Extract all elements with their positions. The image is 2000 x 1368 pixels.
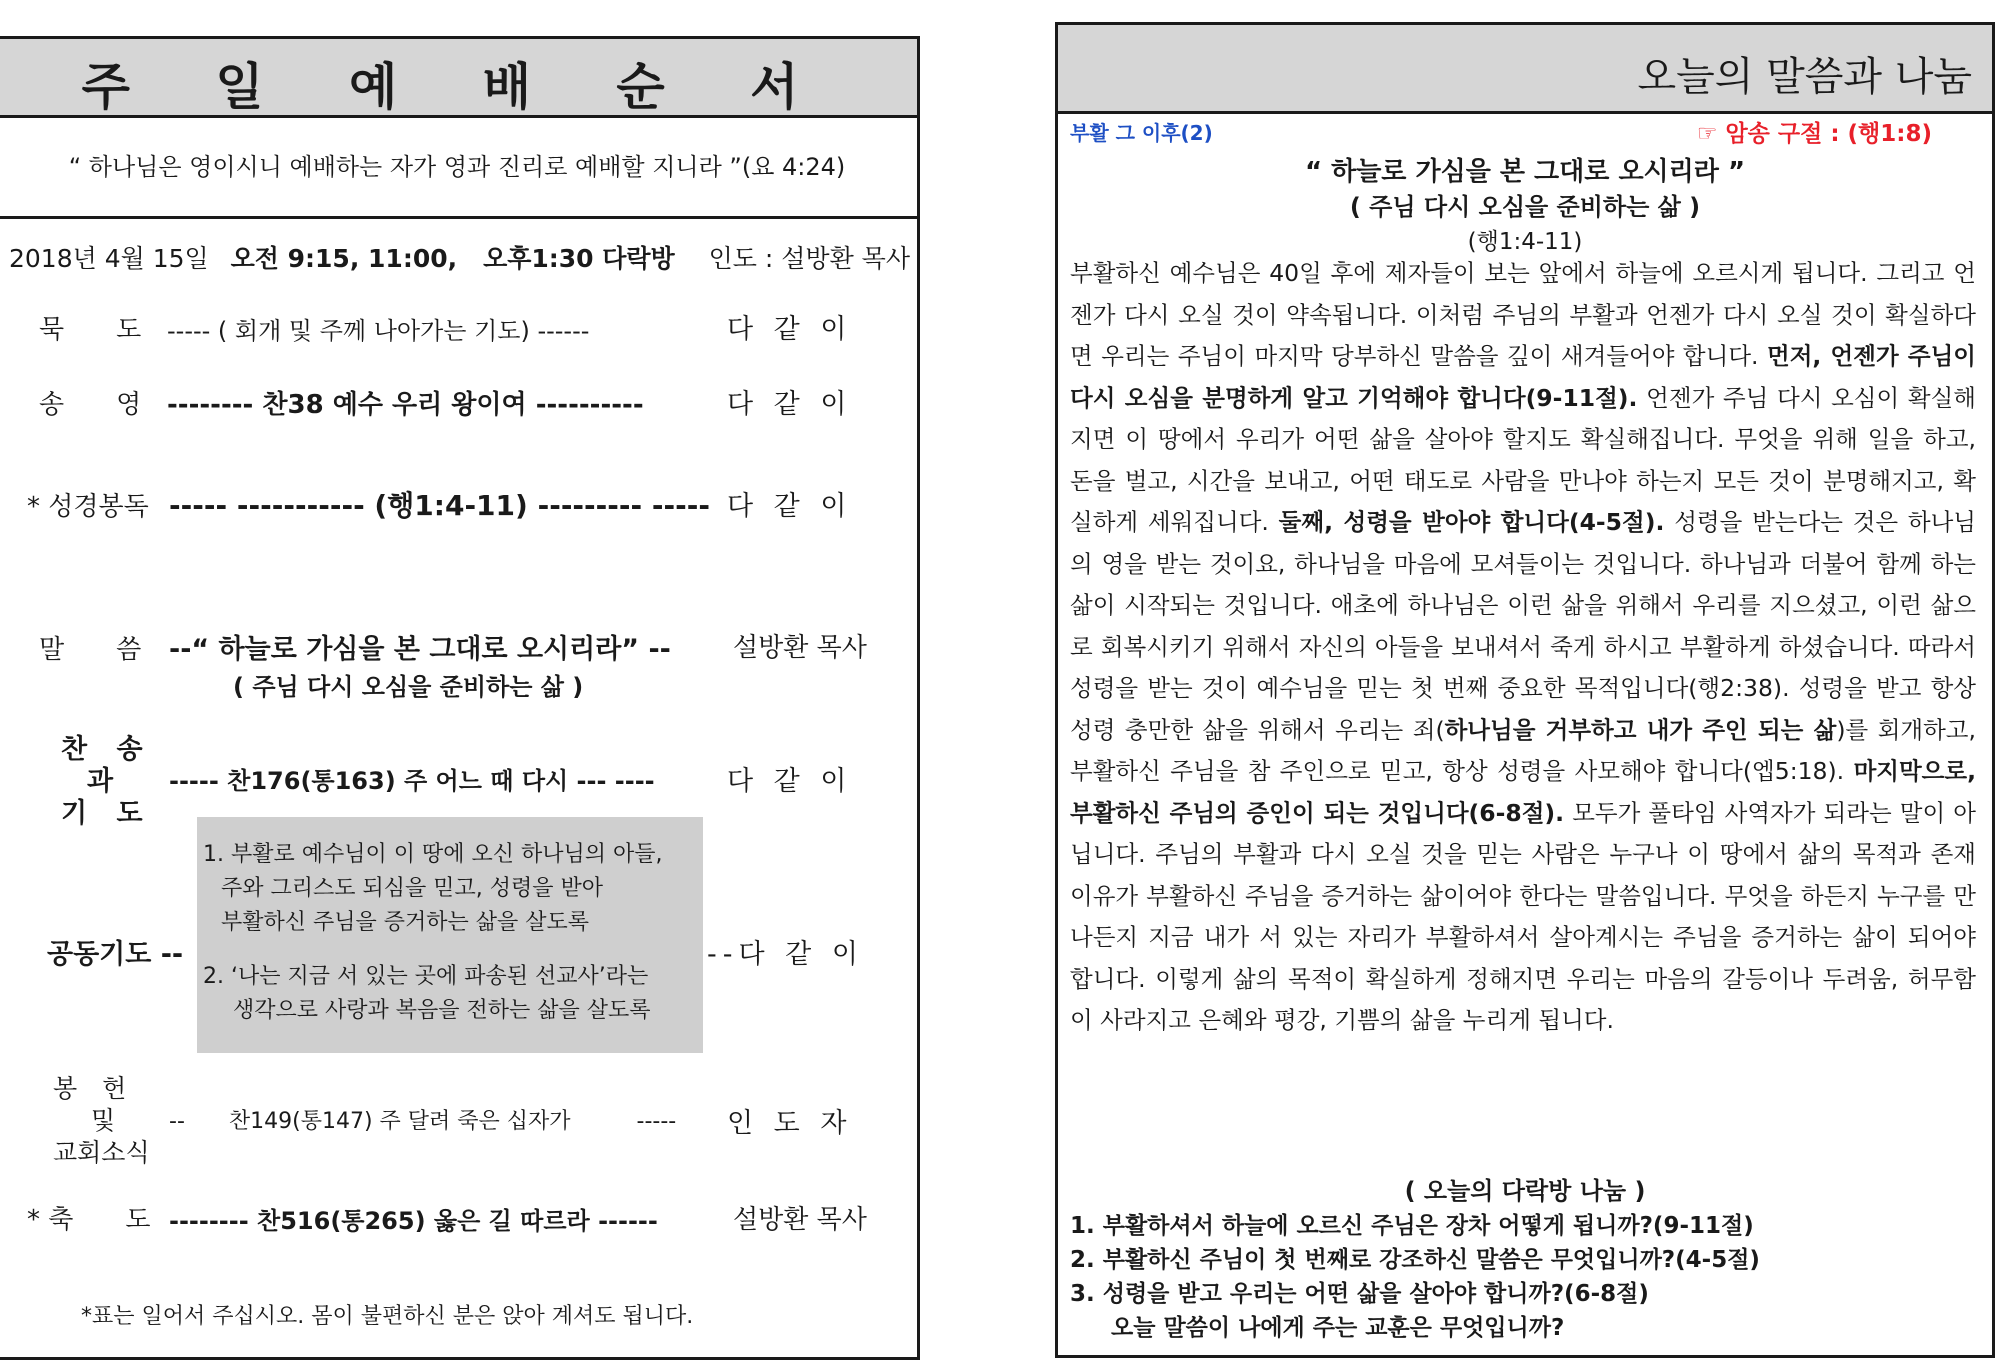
scripture-reference: (행1:4-11) [1467, 229, 1583, 255]
service-afternoon: 오후1:30 다락방 [483, 244, 675, 273]
order-content-offering: -- 찬149(통147) 주 달려 죽은 십자가 ----- [169, 1109, 677, 1134]
order-who-silent-prayer: 다 같 이 [727, 314, 853, 345]
body-point-3: 마지막으로, 부활하신 주님의 증인이 되는 것입니다(6-8절). [1070, 757, 1976, 827]
order-label-hymn-3: 기 도 [61, 798, 153, 829]
sermon-subtitle: ( 주님 다시 오심을 준비하는 삶 ) [1349, 193, 1701, 221]
order-label-scripture: * 성경봉독 [27, 492, 149, 522]
order-label-offering-3: 교회소식 [53, 1138, 150, 1167]
joint-prayer-box [197, 817, 703, 1053]
sharing-banner [1058, 25, 1992, 114]
prayer-line-1: 1. 부활로 예수님이 이 땅에 오신 하나님의 아들, [203, 842, 663, 867]
body-point-1: 먼저, 언젠가 주님이 다시 오심을 분명하게 알고 기억해야 합니다(9-11절). [1070, 342, 1976, 412]
order-label-doxology: 송 영 [39, 390, 142, 420]
order-sermon-subtitle: ( 주님 다시 오심을 준비하는 삶 ) [233, 673, 584, 701]
body-emphasis: 하나님을 거부하고 내가 주인 되는 삶 [1444, 715, 1837, 744]
body-text-3: 성령을 받는다는 것은 하나님의 영을 받는 것이요, 하나님을 마음에 모셔들이는 것입니다. 하나님과 더불어 함께 하는 삶이 시작되는 것입니다. 애초에 하나님은 이런 삶을 위해서 우리를 지으셨고, 이런 삶으로 회복시키기 위해서 자신의 아들을 보내셔서 죽게 하시고 부활하게 하셨습니다. 따라서 성령을 받는 것이 예수님을 믿는 첫 번째 중요한 목적입니다(행2:38). 성령을 받고 항상 성령 충만한 삶을 위해서 우리는 죄( [1070, 508, 1976, 744]
sharing-section-title: ( 오늘의 다락방 나눔 ) [1404, 1177, 1646, 1205]
prayer-line-3: 부활하신 주님을 증거하는 삶을 살도록 [221, 910, 590, 935]
service-info [9, 239, 910, 275]
question-2: 2. 부활하신 주님이 첫 번째로 강조하신 말씀은 무엇입니까?(4-5절) [1070, 1247, 1760, 1273]
order-label-hymn-1: 찬 송 [61, 734, 153, 765]
order-sermon-who: 설방환 목사 [733, 633, 867, 663]
order-who-joint-prayer: --다 같 이 [707, 939, 864, 970]
body-text-5: 모두가 풀타임 사역자가 되라는 말이 아닙니다. 주님의 부활과 다시 오실 것을 믿는 사람은 누구나 이 땅에서 삶의 목적과 존재 이유가 부활하신 주님을 증거하는 삶이어야 한다는 말씀입니다. 무엇을 하든지 누구를 만나든지 지금 내가 서 있는 자리가 부활하셔서 살아계시는 주님을 증거하는 삶이 되어야 합니다. 이렇게 삶의 목적이 확실하게 정해지면 우리는 마음의 갈등이나 두려움, 허무함이 사라지고 은혜와 평강, 기쁨의 삶을 누리게 됩니다. [1070, 798, 1976, 1034]
service-leader: 인도 : 설방환 목사 [708, 244, 910, 273]
body-point-2: 둘째, 성령을 받아야 합니다(4-5절). [1278, 508, 1665, 536]
service-times: 오전 9:15, 11:00, [230, 244, 458, 273]
sharing-title: 오늘의 말씀과 나눔 [1637, 54, 1972, 100]
order-label-sermon: 말 씀 [39, 635, 142, 665]
order-content-silent-prayer: ----- ( 회개 및 주께 나아가는 기도) ------ [167, 317, 590, 345]
footnote: *표는 일어서 주십시오. 몸이 불편하신 분은 앉아 계셔도 됩니다. [81, 1304, 694, 1329]
order-content-hymn: ----- 찬176(통163) 주 어느 때 다시 --- ---- [169, 767, 655, 795]
order-label-offering-2: 및 [91, 1106, 116, 1135]
service-date: 2018년 4월 15일 [9, 244, 209, 273]
body-text-2: 언젠가 주님 다시 오심이 확실해지면 이 땅에서 우리가 어떤 삶을 살아야 할지도 확실해집니다. 무엇을 위해 일을 하고, 돈을 벌고, 시간을 보내고, 어떤 태도로 사람을 만나야 하는지 모든 것이 분명해지고, 확실하게 세워집니다. [1070, 383, 1976, 536]
order-content-doxology: -------- 찬38 예수 우리 왕이여 ---------- [167, 390, 644, 420]
question-3: 3. 성령을 받고 우리는 어떤 삶을 살아야 합니까?(6-8절) [1070, 1281, 1649, 1307]
sermon-title: “ 하늘로 가심을 본 그대로 오시리라 ” [1304, 157, 1746, 187]
memory-verse: ☞ 암송 구절 : (행1:8) [1696, 121, 1932, 147]
order-sermon-title: --“ 하늘로 가심을 본 그대로 오시리라” -- [169, 634, 671, 665]
order-who-hymn: 다 같 이 [727, 766, 853, 797]
theme-verse: “ 하나님은 영이시니 예배하는 자가 영과 진리로 예배할 지니라 ”(요 4:24) [0, 118, 917, 219]
order-who-offering: 인 도 자 [727, 1108, 853, 1139]
order-who-scripture: 다 같 이 [727, 491, 853, 522]
order-who-benediction: 설방환 목사 [733, 1205, 867, 1235]
order-label-joint-prayer: 공동기도 -- [47, 939, 184, 970]
worship-order-banner [0, 39, 917, 118]
order-label-hymn-2: 과 [87, 766, 114, 797]
order-content-scripture: ----- ----------- (행1:4-11) --------- ----- [169, 489, 711, 522]
prayer-line-2: 주와 그리스도 되심을 믿고, 성령을 받아 [221, 876, 603, 901]
prayer-line-4: 2. ‘나는 지금 서 있는 곳에 파송된 선교사’라는 [203, 964, 649, 989]
order-label-benediction: * 축 도 [27, 1205, 151, 1235]
worship-order-title: 주 일 예 배 순 서 [81, 58, 833, 116]
order-label-offering-1: 봉 헌 [53, 1074, 127, 1103]
question-1: 1. 부활하셔서 하늘에 오르신 주님은 장차 어떻게 됩니까?(9-11절) [1070, 1213, 1754, 1239]
prayer-line-5: 생각으로 사랑과 복음을 전하는 삶을 살도록 [233, 998, 651, 1023]
order-who-doxology: 다 같 이 [727, 389, 853, 420]
sermon-body [1070, 253, 1976, 1042]
sharing-panel [1055, 22, 1995, 1358]
sermon-series-label: 부활 그 이후(2) [1070, 121, 1213, 145]
question-4: 오늘 말씀이 나에게 주는 교훈은 무엇입니까? [1088, 1315, 1565, 1341]
body-text-1: 부활하신 예수님은 40일 후에 제자들이 보는 앞에서 하늘에 오르시게 됩니다. 그리고 언젠가 다시 오실 것이 약속됩니다. 이처럼 주님의 부활과 언젠가 다시 오실 것이 확실하다면 우리는 주님이 마지막 당부하신 말씀을 깊이 새겨들어야 합니다. [1070, 259, 1976, 370]
body-text-4: )를 회개하고, 부활하신 주님을 참 주인으로 믿고, 항상 성령을 사모해야 합니다(엡5:18). [1070, 715, 1976, 785]
order-content-benediction: -------- 찬516(통265) 옳은 길 따르라 ------ [169, 1207, 658, 1235]
worship-order-panel [0, 36, 920, 1360]
order-label-silent-prayer: 묵 도 [39, 315, 142, 345]
